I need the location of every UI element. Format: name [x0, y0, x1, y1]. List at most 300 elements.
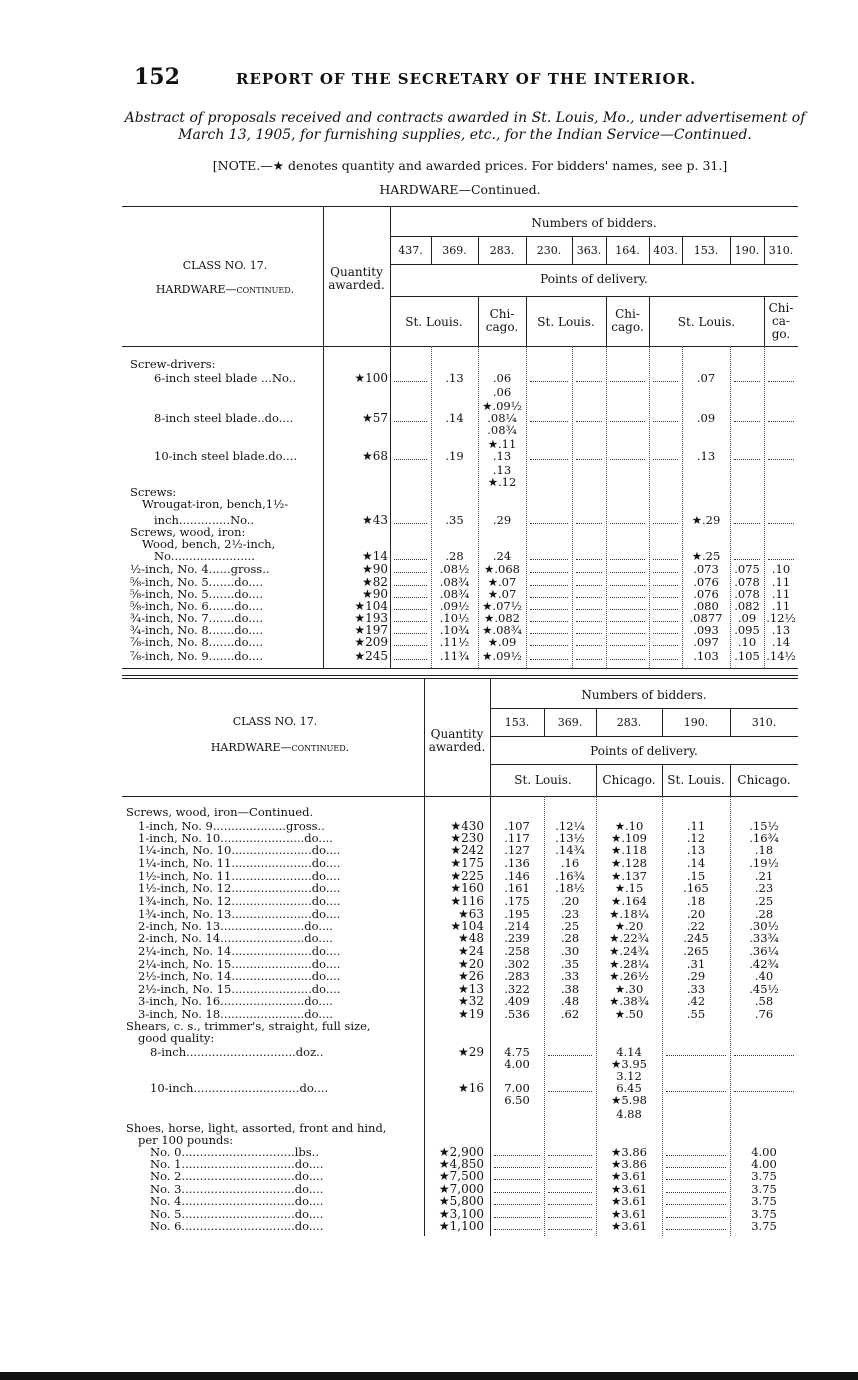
empty-cell-dots	[610, 659, 645, 660]
points-header: Points of delivery.	[590, 744, 698, 758]
row-value: .42	[686, 994, 706, 1008]
row-value: .33¾	[749, 931, 779, 945]
row-qty: ★242	[450, 843, 484, 857]
bidder-col-rule	[730, 708, 731, 736]
row-value: .16¾	[749, 831, 779, 845]
row-value: 7.00	[504, 1081, 530, 1095]
empty-cell-dots	[394, 633, 427, 634]
row-label: 1¼-inch, No. 11......................do....	[138, 856, 341, 870]
empty-cell-dots	[653, 421, 678, 422]
row-value: .14	[445, 411, 464, 425]
empty-cell-dots	[576, 609, 602, 610]
row-qty: ★16	[457, 1081, 484, 1095]
row-value: 3.75	[751, 1182, 777, 1196]
row-label: No. 6...............................do....	[150, 1219, 324, 1233]
empty-cell-dots	[666, 1055, 726, 1056]
row-qty: ★116	[450, 894, 484, 908]
row-value: .536	[504, 1007, 530, 1021]
row-value: .09½	[439, 599, 470, 613]
bidder-number: 230.	[536, 244, 562, 257]
row-qty: ★2,900	[438, 1145, 484, 1159]
header-bottom-rule	[122, 796, 798, 797]
row-value: ★.11	[487, 437, 517, 451]
table-top-rule	[122, 678, 798, 679]
row-value: 4.88	[616, 1107, 642, 1121]
row-label: 3-inch, No. 18.......................do....	[138, 1007, 333, 1021]
empty-cell-dots	[394, 572, 427, 573]
row-value: .14	[771, 635, 791, 649]
row-value: .23	[754, 881, 774, 895]
table-top-rule	[122, 206, 798, 207]
row-value: ★.09½	[482, 399, 522, 413]
empty-cell-dots	[394, 645, 427, 646]
empty-cell-dots	[666, 1192, 726, 1193]
row-label: ⅞-inch, No. 8.......do....	[130, 635, 263, 649]
body-col-rule	[649, 346, 651, 668]
empty-cell-dots	[494, 1179, 540, 1180]
row-value: ★.10	[614, 819, 644, 833]
empty-cell-dots	[653, 621, 678, 622]
row-qty: ★20	[457, 957, 484, 971]
row-value: 4.00	[751, 1157, 777, 1171]
row-value: .245	[683, 931, 709, 945]
empty-cell-dots	[576, 459, 602, 460]
empty-cell-dots	[576, 572, 602, 573]
row-label: ⅞-inch, No. 9.......do....	[130, 649, 263, 663]
bidder-col-rule	[682, 236, 683, 264]
bidder-number: 369.	[557, 716, 583, 729]
empty-cell-dots	[666, 1217, 726, 1218]
delivery-col-rule	[478, 296, 479, 346]
row-value: .283	[504, 969, 530, 983]
row-qty: ★104	[354, 599, 388, 613]
row-value: 6.50	[504, 1093, 530, 1107]
class-label: CLASS NO. 17.	[182, 259, 268, 272]
empty-cell-dots	[610, 523, 645, 524]
row-label: 1¼-inch, No. 10......................do....	[138, 843, 341, 857]
row-label: 1½-inch, No. 12......................do....	[138, 881, 341, 895]
row-qty: ★90	[361, 562, 388, 576]
bidder-number: 190.	[683, 716, 709, 729]
empty-cell-dots	[530, 421, 568, 422]
bidder-number: 153.	[693, 244, 719, 257]
points-rule-bottom	[390, 296, 798, 297]
delivery-col-rule	[730, 764, 731, 796]
row-label: Shears, c. s., trimmer's, straight, full size,	[126, 1019, 371, 1033]
row-value: .06	[492, 371, 512, 385]
row-value: .095	[734, 623, 760, 637]
row-value: .078	[734, 587, 760, 601]
empty-cell-dots	[394, 381, 427, 382]
row-label: No.......................	[154, 549, 255, 563]
empty-cell-dots	[610, 609, 645, 610]
bidder-col-rule	[431, 236, 432, 264]
row-value: .076	[693, 575, 719, 589]
delivery-point: Chi-cago.	[611, 307, 644, 334]
row-value: .10½	[439, 611, 470, 625]
row-label: No. 2...............................do....	[150, 1169, 324, 1183]
table-bottom-rule	[122, 668, 798, 669]
row-qty: ★197	[354, 623, 388, 637]
bidder-col-rule	[544, 708, 545, 736]
bidder-col-rule	[596, 708, 597, 736]
row-qty: ★225	[450, 869, 484, 883]
row-value: .36¼	[749, 944, 779, 958]
empty-cell-dots	[530, 621, 568, 622]
row-value: .093	[693, 623, 719, 637]
row-value: ★.15	[614, 881, 644, 895]
qty-header: Quantity awarded.	[328, 265, 385, 292]
empty-cell-dots	[530, 645, 568, 646]
row-value: ★3.86	[611, 1157, 647, 1171]
row-value: ★.082	[484, 611, 520, 625]
row-value: .12¼	[555, 819, 585, 833]
row-value: .15½	[749, 819, 779, 833]
empty-cell-dots	[530, 572, 568, 573]
row-value: .097	[693, 635, 719, 649]
row-value: .075	[734, 562, 760, 576]
row-value: .33	[686, 982, 706, 996]
row-label: Screws:	[130, 485, 177, 499]
row-qty: ★175	[450, 856, 484, 870]
row-value: .33	[560, 969, 580, 983]
empty-cell-dots	[610, 572, 645, 573]
bidder-col-rule	[478, 236, 479, 264]
empty-cell-dots	[653, 559, 678, 560]
delivery-point: St. Louis.	[677, 315, 736, 329]
qty-left-border	[424, 678, 425, 1236]
row-value: ★.068	[484, 562, 520, 576]
row-label: 10-inch.............................do....	[150, 1081, 329, 1095]
row-value: ★.28¼	[609, 957, 649, 971]
row-value: .28	[445, 549, 464, 563]
delivery-point: St. Louis.	[537, 315, 595, 329]
row-qty: ★7,500	[438, 1169, 484, 1183]
row-qty: ★19	[457, 1007, 484, 1021]
empty-cell-dots	[734, 1091, 794, 1092]
empty-cell-dots	[576, 645, 602, 646]
delivery-point: St. Louis.	[405, 315, 463, 329]
row-label: Shoes, horse, light, assorted, front and hind,	[126, 1121, 387, 1135]
row-label: 2-inch, No. 14.......................do....	[138, 931, 333, 945]
empty-cell-dots	[530, 459, 568, 460]
row-value: .24	[492, 549, 512, 563]
row-label: Wood, bench, 2½-inch,	[142, 537, 276, 551]
row-value: 3.75	[751, 1194, 777, 1208]
row-value: .14	[686, 856, 706, 870]
row-value: .105	[734, 649, 760, 663]
row-value: ★.18¼	[609, 907, 649, 921]
row-value: ★.26½	[609, 969, 649, 983]
row-value: ★.25	[691, 549, 721, 563]
row-value: .29	[492, 513, 512, 527]
qty-header: Quantity awarded.	[428, 727, 486, 754]
empty-cell-dots	[610, 559, 645, 560]
row-value: ★.09½	[482, 649, 522, 663]
row-label: per 100 pounds:	[138, 1133, 234, 1147]
empty-cell-dots	[576, 559, 602, 560]
abstract-title: Abstract of proposals received and contracts awarded in St. Louis, Mo., under advertisement of March 13, 1905, for furnishing supplies, etc., for the Indian Service—Continued.	[124, 110, 806, 143]
row-label: No. 4...............................do....	[150, 1194, 324, 1208]
delivery-col-rule	[526, 296, 527, 346]
row-value: .76	[754, 1007, 774, 1021]
row-qty: ★90	[361, 587, 388, 601]
row-label: 8-inch..............................doz..	[150, 1045, 324, 1059]
empty-cell-dots	[576, 621, 602, 622]
empty-cell-dots	[653, 597, 678, 598]
empty-cell-dots	[494, 1204, 540, 1205]
row-qty: ★29	[457, 1045, 484, 1059]
row-qty: ★100	[354, 371, 388, 385]
bidder-col-rule	[649, 236, 650, 264]
bidders-header: Numbers of bidders.	[581, 688, 707, 702]
page-number: 152	[134, 64, 180, 90]
page-bottom-border	[0, 1372, 858, 1380]
row-label: 1½-inch, No. 11......................do....	[138, 869, 341, 883]
bidder-number: 164.	[615, 244, 640, 257]
bidder-number: 190.	[734, 244, 760, 257]
empty-cell-dots	[394, 559, 427, 560]
table-top-double-rule	[122, 675, 798, 676]
row-value: 4.14	[616, 1045, 642, 1059]
row-value: 3.75	[751, 1219, 777, 1233]
empty-cell-dots	[394, 585, 427, 586]
class-sub: HARDWARE—continued.	[210, 741, 350, 754]
row-value: ★3.61	[611, 1169, 647, 1183]
row-qty: ★430	[450, 819, 484, 833]
row-value: .38	[560, 982, 580, 996]
row-qty: ★4,850	[438, 1157, 484, 1171]
row-value: .127	[504, 843, 530, 857]
delivery-col-rule	[596, 764, 597, 796]
row-value: ★.38¾	[609, 994, 649, 1008]
row-value: .103	[693, 649, 719, 663]
row-value: .10¾	[439, 623, 470, 637]
row-value: ★.20	[614, 919, 644, 933]
row-value: .09	[696, 411, 716, 425]
empty-cell-dots	[576, 585, 602, 586]
row-value: .258	[504, 944, 530, 958]
row-value: ★.137	[611, 869, 647, 883]
row-value: .28	[754, 907, 774, 921]
row-label: Screws, wood, iron—Continued.	[126, 805, 314, 819]
points-rule-top	[390, 264, 798, 265]
row-value: .12½	[766, 611, 796, 625]
empty-cell-dots	[576, 523, 602, 524]
section-title: HARDWARE—Continued.	[379, 182, 541, 197]
empty-cell-dots	[610, 585, 645, 586]
row-value: .07	[696, 371, 716, 385]
row-label: 2½-inch, No. 14......................do....	[138, 969, 341, 983]
row-label: 6-inch steel blade ...No..	[154, 371, 297, 385]
empty-cell-dots	[530, 633, 568, 634]
empty-cell-dots	[394, 659, 427, 660]
empty-cell-dots	[666, 1229, 726, 1230]
empty-cell-dots	[768, 421, 794, 422]
row-value: .19	[445, 449, 464, 463]
row-label: Screws, wood, iron:	[130, 525, 246, 539]
row-value: ★.07	[487, 575, 517, 589]
row-value: .19½	[749, 856, 779, 870]
row-value: ★5.98	[611, 1093, 647, 1107]
row-value: .161	[504, 881, 530, 895]
row-value: .12	[686, 831, 706, 845]
bidder-number: 310.	[751, 716, 777, 729]
empty-cell-dots	[548, 1167, 592, 1168]
empty-cell-dots	[734, 421, 760, 422]
empty-cell-dots	[666, 1179, 726, 1180]
empty-cell-dots	[610, 381, 645, 382]
empty-cell-dots	[394, 609, 427, 610]
row-label: 2½-inch, No. 15......................do....	[138, 982, 341, 996]
empty-cell-dots	[530, 523, 568, 524]
row-qty: ★160	[450, 881, 484, 895]
row-value: .16	[560, 856, 580, 870]
row-value: .09	[737, 611, 757, 625]
empty-cell-dots	[610, 621, 645, 622]
row-value: .35	[560, 957, 580, 971]
empty-cell-dots	[768, 523, 794, 524]
empty-cell-dots	[610, 633, 645, 634]
row-value: .20	[560, 894, 580, 908]
empty-cell-dots	[734, 381, 760, 382]
row-qty: ★48	[457, 931, 484, 945]
empty-cell-dots	[653, 609, 678, 610]
empty-cell-dots	[653, 659, 678, 660]
row-value: .55	[686, 1007, 706, 1021]
delivery-point: St. Louis.	[514, 773, 572, 787]
empty-cell-dots	[394, 621, 427, 622]
row-qty: ★68	[361, 449, 388, 463]
empty-cell-dots	[734, 523, 760, 524]
row-qty: ★14	[361, 549, 388, 563]
empty-cell-dots	[653, 645, 678, 646]
empty-cell-dots	[768, 381, 794, 382]
row-label: 10-inch steel blade.do....	[154, 449, 297, 463]
empty-cell-dots	[548, 1192, 592, 1193]
row-value: .48	[560, 994, 580, 1008]
row-value: .42¾	[749, 957, 779, 971]
row-value: .58	[754, 994, 774, 1008]
row-value: 3.12	[616, 1069, 642, 1083]
row-value: ★3.61	[611, 1182, 647, 1196]
row-value: .30	[560, 944, 580, 958]
row-label: ½-inch, No. 4......gross..	[130, 562, 270, 576]
row-value: .15	[686, 869, 706, 883]
row-qty: ★104	[450, 919, 484, 933]
row-label: good quality:	[138, 1031, 215, 1045]
empty-cell-dots	[666, 1204, 726, 1205]
delivery-col-rule	[606, 296, 607, 346]
empty-cell-dots	[548, 1155, 592, 1156]
empty-cell-dots	[530, 659, 568, 660]
row-value: .30½	[749, 919, 779, 933]
empty-cell-dots	[653, 459, 678, 460]
empty-cell-dots	[548, 1204, 592, 1205]
row-value: ★.109	[611, 831, 647, 845]
row-qty: ★32	[457, 994, 484, 1008]
delivery-col-rule	[662, 764, 663, 796]
empty-cell-dots	[666, 1091, 726, 1092]
row-value: .175	[504, 894, 530, 908]
row-value: .10	[737, 635, 757, 649]
empty-cell-dots	[653, 381, 678, 382]
qty-right-border	[490, 678, 491, 1236]
empty-cell-dots	[494, 1167, 540, 1168]
row-value: ★.12	[487, 475, 517, 489]
delivery-point: St. Louis.	[667, 773, 725, 787]
row-value: 3.75	[751, 1207, 777, 1221]
delivery-point: Chicago.	[602, 773, 656, 787]
row-value: .195	[504, 907, 530, 921]
row-value: .29	[686, 969, 706, 983]
row-label: ⅝-inch, No. 5.......do....	[130, 575, 263, 589]
row-value: .214	[504, 919, 530, 933]
empty-cell-dots	[610, 597, 645, 598]
empty-cell-dots	[576, 659, 602, 660]
row-value: .08¼	[487, 411, 517, 425]
row-value: .11	[771, 587, 791, 601]
row-value: 4.75	[504, 1045, 530, 1059]
row-value: .078	[734, 575, 760, 589]
row-value: .13	[771, 623, 791, 637]
row-value: .10	[771, 562, 791, 576]
empty-cell-dots	[394, 459, 427, 460]
row-value: ★.07½	[482, 599, 522, 613]
row-value: ★.29	[691, 513, 721, 527]
empty-cell-dots	[576, 633, 602, 634]
bidders-rule	[490, 708, 798, 709]
empty-cell-dots	[548, 1179, 592, 1180]
body-col-rule	[606, 346, 608, 668]
empty-cell-dots	[530, 585, 568, 586]
row-value: .239	[504, 931, 530, 945]
empty-cell-dots	[576, 381, 602, 382]
row-label: Wrougat-iron, bench,1½-	[142, 497, 289, 511]
row-value: .11	[686, 819, 706, 833]
row-value: .076	[693, 587, 719, 601]
row-value: .22	[686, 919, 706, 933]
row-value: .21	[754, 869, 774, 883]
row-value: ★3.95	[611, 1057, 647, 1071]
points-rule-top	[490, 736, 798, 737]
row-value: ★.50	[614, 1007, 644, 1021]
bidder-number: 437.	[398, 244, 423, 257]
row-value: .18	[686, 894, 706, 908]
bidder-number: 363.	[576, 244, 602, 257]
bidder-number: 369.	[442, 244, 467, 257]
row-label: Screw-drivers:	[130, 357, 216, 371]
empty-cell-dots	[576, 597, 602, 598]
row-qty: ★82	[361, 575, 388, 589]
row-value: ★3.61	[611, 1219, 647, 1233]
row-value: .13	[686, 843, 706, 857]
row-value: .06	[492, 385, 512, 399]
row-value: .20	[686, 907, 706, 921]
row-qty: ★26	[457, 969, 484, 983]
row-value: .11	[771, 575, 791, 589]
empty-cell-dots	[653, 523, 678, 524]
bidder-col-rule	[526, 236, 527, 264]
row-value: .117	[504, 831, 530, 845]
row-value: .23	[560, 907, 580, 921]
row-label: 1-inch, No. 9....................gross..	[138, 819, 325, 833]
row-value: ★.09	[487, 635, 517, 649]
row-value: .08¾	[439, 587, 470, 601]
row-qty: ★230	[450, 831, 484, 845]
row-value: .146	[504, 869, 530, 883]
row-label: No. 1...............................do....	[150, 1157, 324, 1171]
